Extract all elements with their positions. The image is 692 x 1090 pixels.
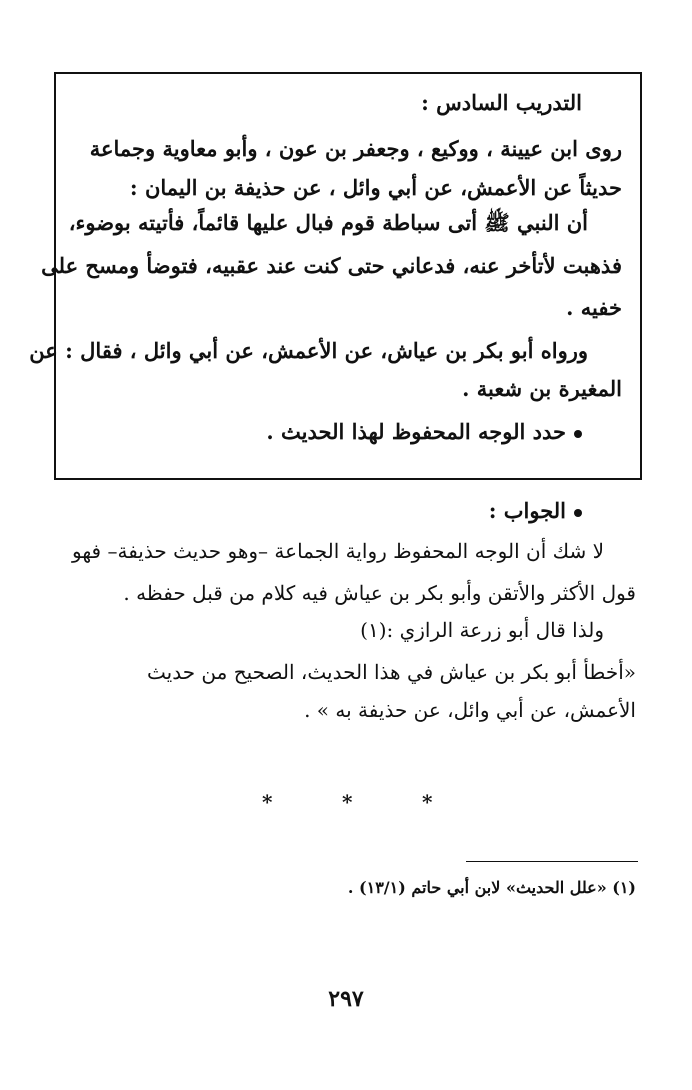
exercise-task xyxy=(266,421,582,442)
exercise-line-3: أن النبي ﷺ أتى سباطة قوم فبال عليها قائماً، فأتيته بوضوء، xyxy=(68,210,588,235)
exercise-task-text: حدد الوجه المحفوظ لهذا الحديث . xyxy=(266,419,566,444)
answer-line-5: الأعمش، عن أبي وائل، عن حذيفة به » . xyxy=(304,698,636,722)
exercise-line-6: ورواه أبو بكر بن عياش، عن الأعمش، عن أبي وائل ، فقال : عن xyxy=(29,338,588,363)
footnote-divider xyxy=(466,861,638,862)
exercise-line-7: المغيرة بن شعبة . xyxy=(462,376,622,401)
star-icon: * xyxy=(422,790,433,814)
star-icon: * xyxy=(342,790,353,814)
footnote: (١) «علل الحديث» لابن أبي حاتم (١٣/١) . xyxy=(347,878,636,897)
page-number: ٢٩٧ xyxy=(328,986,364,1012)
answer-line-4: «أخطأ أبو بكر بن عياش في هذا الحديث، الصحيح من حديث xyxy=(146,660,636,684)
section-separator xyxy=(250,790,450,814)
answer-line-1: لا شك أن الوجه المحفوظ رواية الجماعة –وهو حديث حذيفة– فهو xyxy=(72,539,604,563)
answer-line-3: ولذا قال أبو زرعة الرازي :(١) xyxy=(360,618,604,642)
exercise-line-4: فذهبت لأتأخر عنه، فدعاني حتى كنت عند عقبيه، فتوضأ ومسح على xyxy=(41,253,622,278)
bullet-icon xyxy=(574,430,582,438)
exercise-line-2: حديثاً عن الأعمش، عن أبي وائل ، عن حذيفة بن اليمان : xyxy=(129,175,622,200)
bullet-icon xyxy=(574,509,582,517)
exercise-title: التدريب السادس : xyxy=(421,90,582,115)
star-icon: * xyxy=(262,790,273,814)
exercise-line-1: روى ابن عيينة ، ووكيع ، وجعفر بن عون ، وأبو معاوية وجماعة xyxy=(89,136,622,161)
answer-heading-text: الجواب : xyxy=(488,498,566,523)
answer-line-2: قول الأكثر والأتقن وأبو بكر بن عياش فيه كلام من قبل حفظه . xyxy=(123,581,636,605)
answer-heading xyxy=(489,500,582,521)
exercise-line-5: خفيه . xyxy=(566,295,622,320)
